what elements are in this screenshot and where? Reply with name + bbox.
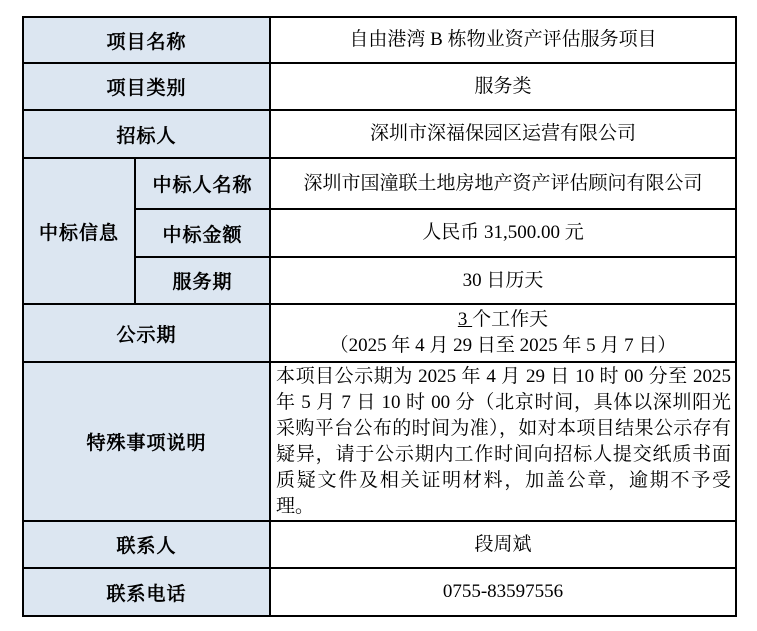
row-contact-person: [23, 521, 736, 568]
bid-result-table: [22, 16, 737, 617]
special-notes-value: 本项目公示期为 2025 年 4 月 29 日 10 时 00 分至 2025 年 5 月 7 日 10 时 00 分（北京时间，具体以深圳阳光采购平台公布的时间为准），如对本项目结果公示存有疑异，请于公示期内工作时间向招标人提交纸质书面质疑文件及相关证明材料，加盖公章，逾期不予受理。: [270, 362, 736, 521]
project-name-value: 自由港湾 B 栋物业资产评估服务项目: [270, 17, 736, 63]
bid-amount-value: 人民币 31,500.00 元: [270, 209, 736, 257]
publicity-date-range: （2025 年 4 月 29 日至 2025 年 5 月 7 日）: [329, 335, 677, 356]
special-notes-label: 特殊事项说明: [23, 362, 270, 521]
winner-name-label: 中标人名称: [135, 158, 270, 209]
contact-person-label: 联系人: [23, 521, 270, 568]
contact-phone-label: 联系电话: [23, 568, 270, 616]
bid-info-group-label: 中标信息: [23, 158, 135, 304]
publicity-duration-text: 个工作天: [472, 309, 549, 330]
bid-amount-label: 中标金额: [135, 209, 270, 257]
row-project-name: [23, 17, 736, 63]
row-special-notes: [23, 362, 736, 521]
service-period-value: 30 日历天: [270, 257, 736, 304]
bid-result-table-wrap: [22, 16, 737, 617]
row-tenderer: [23, 110, 736, 158]
publicity-period-label: 公示期: [23, 304, 270, 362]
project-name-label: 项目名称: [23, 17, 270, 63]
publicity-duration-number: 3: [457, 309, 473, 330]
row-contact-phone: [23, 568, 736, 616]
contact-phone-value: 0755-83597556: [270, 568, 736, 616]
contact-person-value: 段周斌: [270, 521, 736, 568]
row-project-category: [23, 63, 736, 110]
winner-name-value: 深圳市国潼联土地房地产资产评估顾问有限公司: [270, 158, 736, 209]
project-category-label: 项目类别: [23, 63, 270, 110]
row-publicity-period: [23, 304, 736, 362]
tenderer-value: 深圳市深福保园区运营有限公司: [270, 110, 736, 158]
row-winner-name: [23, 158, 736, 209]
tenderer-label: 招标人: [23, 110, 270, 158]
service-period-label: 服务期: [135, 257, 270, 304]
project-category-value: 服务类: [270, 63, 736, 110]
publicity-period-value: [270, 304, 736, 362]
publicity-duration-line: [277, 307, 729, 333]
